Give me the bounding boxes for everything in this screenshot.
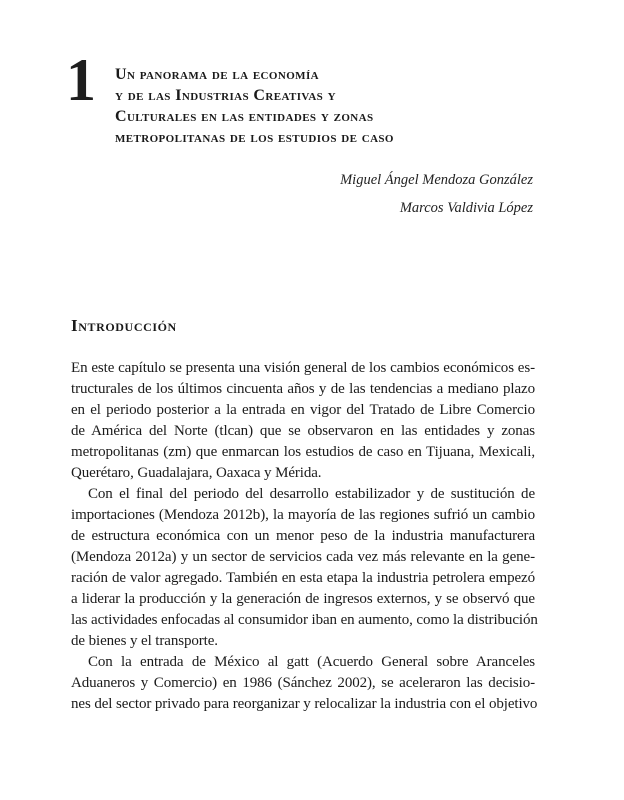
paragraph-line: a liderar la producción y la generación de ingresos externos, y se observó que [71, 591, 535, 607]
paragraph-line: (Mendoza 2012a) y un sector de servicios cada vez más relevante en la gene- [71, 549, 535, 565]
paragraph-line: ración de valor agregado. También en esta etapa la industria petrolera empezó [71, 570, 535, 586]
paragraph-line: tructurales de los últimos cincuenta años y de las tendencias a mediano plazo [71, 381, 535, 397]
paragraph-line: Con la entrada de México al gatt (Acuerdo General sobre Aranceles [88, 654, 535, 670]
chapter-title-line: Un panorama de la economía [115, 66, 319, 83]
chapter-title-line: Culturales en las entidades y zonas [115, 108, 374, 125]
paragraph-line: importaciones (Mendoza 2012b), la mayoría de las regiones sufrió un cambio [71, 507, 535, 523]
author-name: Marcos Valdivia López [399, 200, 533, 216]
chapter-title-line: metropolitanas de los estudios de caso [115, 129, 394, 146]
paragraph-line: nes del sector privado para reorganizar y relocalizar la industria con el objetivo [71, 696, 538, 712]
author-name: Miguel Ángel Mendoza González [340, 172, 533, 188]
paragraph-line: Aduaneros y Comercio) en 1986 (Sánchez 2002), se aceleraron las decisio- [71, 675, 535, 691]
paragraph-line: de América del Norte (tlcan) que se observaron en las entidades y zonas [71, 423, 535, 439]
chapter-title [115, 64, 585, 148]
paragraph-line: las actividades enfocadas al consumidor iban en aumento, como la distribución [71, 612, 538, 628]
paragraph-line: de estructura económica con un menor peso de la industria manufacturera [71, 528, 535, 544]
paragraph-line: de bienes y el transporte. [71, 633, 218, 649]
paragraph-line: Con el final del periodo del desarrollo estabilizador y de sustitución de [88, 486, 535, 502]
paragraph-line: metropolitanas (zm) que enmarcan los estudios de caso en Tijuana, Mexicali, [71, 444, 535, 460]
paragraph-line: En este capítulo se presenta una visión general de los cambios económicos es- [71, 360, 535, 376]
paragraph-line: Querétaro, Guadalajara, Oaxaca y Mérida. [71, 465, 322, 481]
chapter-title-line: y de las Industrias Creativas y [115, 87, 336, 104]
body-text [71, 358, 538, 715]
section-heading: Introducción [71, 316, 177, 335]
paragraph-line: en el periodo posterior a la entrada en vigor del Tratado de Libre Comercio [71, 402, 535, 418]
chapter-number: 1 [66, 47, 95, 113]
